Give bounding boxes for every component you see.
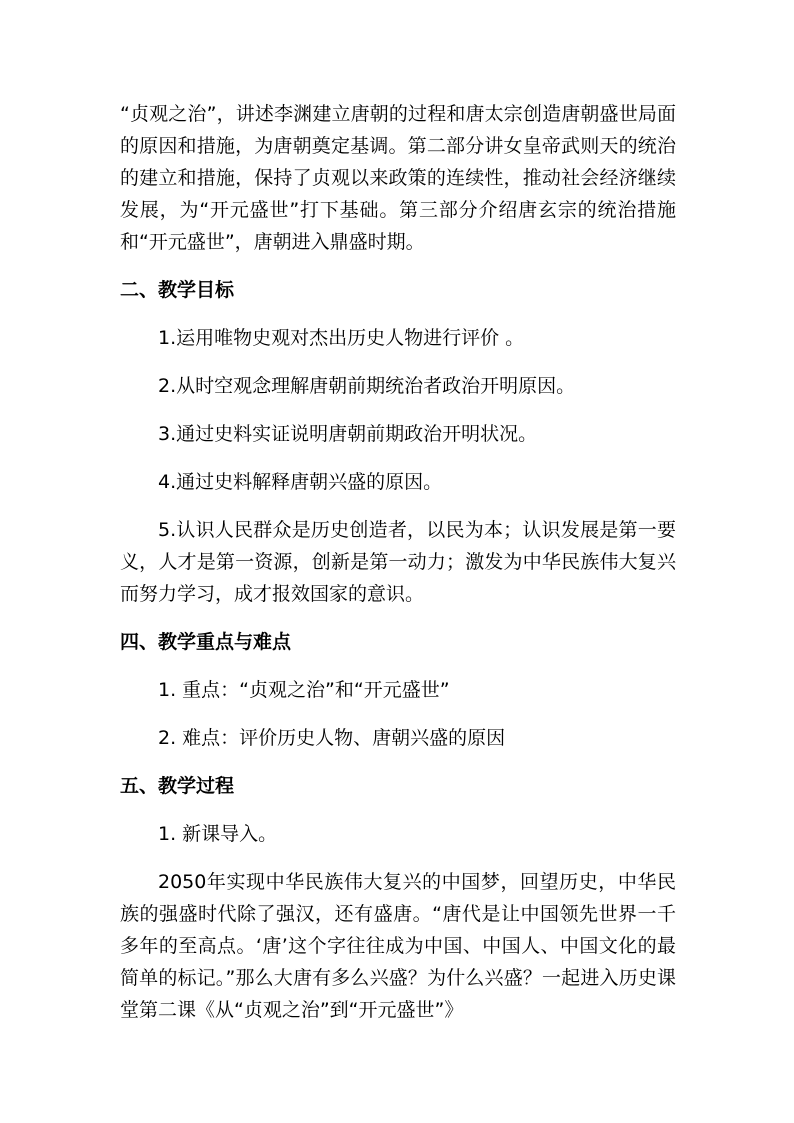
section-heading-key-points: 四、教学重点与难点 — [120, 631, 292, 653]
section-heading-teaching-goals: 二、教学目标 — [120, 279, 235, 301]
goal-item-5: 5.认识人民群众是历史创造者，以民为本；认识发展是第一要义，人才是第一资源，创新是第一动力；激发为中华民族伟大复兴而努力学习，成才报效国家的意识。 — [120, 519, 676, 605]
intro-paragraph: “贞观之治”，讲述李渊建立唐朝的过程和唐太宗创造唐朝盛世局面的原因和措施，为唐朝奠定基调。第二部分讲女皇帝武则天的统治的建立和措施，保持了贞观以来政策的连续性，推动社会经济继续发展，为“开元盛世”打下基础。第三部分介绍唐玄宗的统治措施和“开元盛世”，唐朝进入鼎盛时期。 — [120, 103, 676, 253]
goal-item-1: 1.运用唯物史观对杰出历史人物进行评价 。 — [158, 327, 525, 349]
document-body — [120, 98, 676, 1026]
key-point-item-2: 2. 难点：评价历史人物、唐朝兴盛的原因 — [158, 727, 506, 749]
key-point-item-1: 1. 重点：“贞观之治”和“开元盛世” — [158, 679, 450, 701]
process-item-1: 1. 新课导入。 — [158, 823, 278, 845]
goal-item-3: 3.通过史料实证说明唐朝前期政治开明状况。 — [158, 423, 538, 445]
section-heading-teaching-process: 五、教学过程 — [120, 775, 235, 797]
process-paragraph: 2050年实现中华民族伟大复兴的中国梦，回望历史，中华民族的强盛时代除了强汉，还有盛唐。“唐代是让中国领先世界一千多年的至高点。‘唐’这个字往往成为中国、中国人、中国文化的最简单的标记。”那么大唐有多么兴盛？为什么兴盛？一起进入历史课堂第二课《从“贞观之治”到“开元盛世”》 — [120, 871, 676, 1021]
goal-item-2: 2.从时空观念理解唐朝前期统治者政治开明原因。 — [158, 375, 576, 397]
goal-item-4: 4.通过史料解释唐朝兴盛的原因。 — [158, 471, 443, 493]
